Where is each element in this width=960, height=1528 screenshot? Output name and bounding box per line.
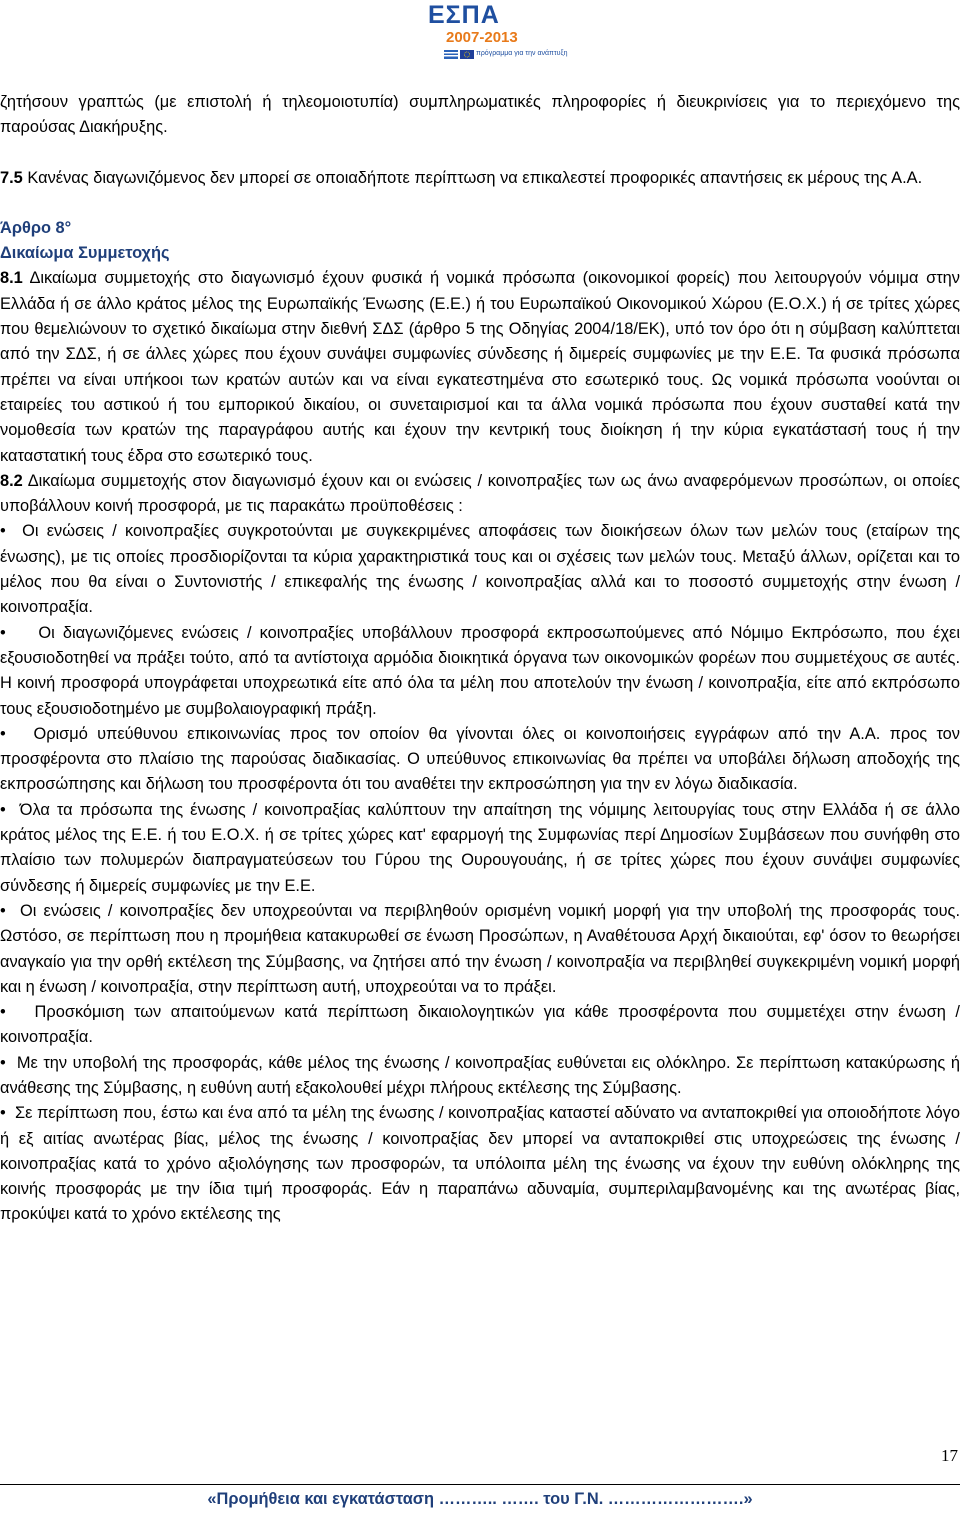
document-body [0,90,960,1228]
bullet-text: Οι διαγωνιζόμενες ενώσεις / κοινοπραξίες υποβάλλουν προσφορά εκπροσωπούμενες από Νόμιμο Εκπρόσωπο, που έχει εξουσιοδοτηθεί να πράξει τούτο, από τα αντίστοιχα αρμόδια διοικητικά όργανα των οικονομικών φορέων που συμμετέχους σε αυτές. Η κοινή προσφορά υπογράφεται υποχρεωτικά είτε από όλα τα μέλη που αποτελούν την ένωση / κοινοπραξία, είτε από εκπρόσωπο τους εξουσιοδοτημένο με συμβολαιογραφική πράξη. [0,623,960,718]
bullet-text: Ορισμό υπεύθυνου επικοινωνίας προς τον οποίον θα γίνονται όλες οι κοινοποιήσεις εγγράφων από την Α.Α. προς τον προσφέροντα στο πλαίσιο της παρούσας διαδικασίας. Ο υπεύθυνος επικοινωνίας θα πρέπει να υποβάλει δήλωση αποδοχής της εκπροσώπησης και δήλωση του προσφέροντα ότι του αναθέτει την εκπροσώπηση για την εν λόγω διαδικασία. [0,724,960,794]
bullet-item: • Με την υποβολή της προσφοράς, κάθε μέλος της ένωσης / κοινοπραξίας ευθύνεται εις ολόκληρο. Σε περίπτωση κατακύρωσης ή ανάθεσης της Σύμβασης, η ευθύνη αυτή εξακολουθεί μέχρι πλήρους εκτέλεσης της Σύμβασης. [0,1053,960,1097]
article-subheading: Δικαίωμα Συμμετοχής [0,244,170,263]
paragraph-8-1 [0,266,960,468]
bullet-text: Με την υποβολή της προσφοράς, κάθε μέλος της ένωσης / κοινοπραξίας ευθύνεται εις ολόκληρο. Σε περίπτωση κατακύρωσης ή ανάθεσης της Σύμβασης, η ευθύνη αυτή εξακολουθεί μέχρι πλήρους εκτέλεσης της Σύμβασης. [0,1053,960,1097]
paragraph-number: 8.2 [0,471,23,490]
bullet-text: Σε περίπτωση που, έστω και ένα από τα μέλη της ένωσης / κοινοπραξίας καταστεί αδύνατο να ανταποκριθεί για οποιοδήποτε λόγο ή εξ αιτίας ανωτέρας βίας, μέλος της ένωσης / κοινοπραξίας δεν μπορεί να ανταποκριθεί στις υποχρεώσεις της ένωσης / κοινοπραξίας κατά το χρόνο αξιολόγησης των προσφορών, τα υπόλοιπα μέλη της ένωσης να έχουν την ευθύνη ολόκληρης της κοινής προσφοράς με την ίδια τιμή προσφοράς. Εάν η παραπάνω αδυναμία, συμπεριλαμβανομένης και της ανωτέρας βίας, προκύψει κατά το χρόνο εκτέλεσης της [0,1104,960,1224]
logo-title: ΕΣΠΑ [428,1,500,29]
paragraph-text: Κανένας διαγωνιζόμενος δεν μπορεί σε οποιαδήποτε περίπτωση να επικαλεστεί προφορικές απαντήσεις εκ μέρους της Α.Α. [27,168,923,187]
paragraph-number: 7.5 [0,168,23,187]
flags-icon [444,50,474,59]
bullet-item: • Όλα τα πρόσωπα της ένωσης / κοινοπραξίας καλύπτουν την απαίτηση της νόμιμης λειτουργίας τους στην Ελλάδα ή σε άλλο κράτος μέλος της Ε.Ε. ή του Ε.Ο.Χ. ή σε τρίτες χώρες κατ' εφαρμογή της Συμφωνίας περί Δημοσίων Συμβάσεων που συνήφθη στο πλαίσιο των πολυμερών διαπραγματεύσεων του Γύρου της Ουρουγουάης, ή σε τρίτες χώρες που έχουν συνάψει συμφωνίες σύνδεσης ή διμερείς συμφωνίες με την Ε.Ε. [0,800,960,895]
espa-logo [410,0,568,64]
bullet-text: Οι ενώσεις / κοινοπραξίες συγκροτούνται με συγκεκριμένες αποφάσεις των διοικήσεων όλων των μελών τους (εταίρων της ένωσης), με τις οποίες προσδιορίζονται τα κύρια χαρακτηριστικά τους και οι σχέσεις των μελών τους. Μεταξύ άλλων, ορίζεται και το μέλος που θα είναι ο Συντονιστής / επικεφαλής της ένωσης / κοινοπραξίας αλλά και το ποσοστό συμμετοχής στην ένωση /κοινοπραξία. [0,522,960,617]
paragraph: ζητήσουν γραπτώς (με επιστολή ή τηλεομοιοτυπία) συμπληρωματικές πληροφορίες ή διευκρινίσεις για το περιεχόμενο της παρούσας Διακήρυξης. [0,93,960,137]
bullet-item: • Οι ενώσεις / κοινοπραξίες συγκροτούνται με συγκεκριμένες αποφάσεις των διοικήσεων όλων των μελών τους (εταίρων της ένωσης), με τις οποίες προσδιορίζονται τα κύρια χαρακτηριστικά τους και οι σχέσεις των μελών τους. Μεταξύ άλλων, ορίζεται και το μέλος που θα είναι ο Συντονιστής / επικεφαλής της ένωσης / κοινοπραξίας αλλά και το ποσοστό συμμετοχής στην ένωση /κοινοπραξία. [0,522,960,617]
paragraph-text: Δικαίωμα συμμετοχής στον διαγωνισμό έχουν και οι ενώσεις / κοινοπραξίες των ως άνω αναφερόμενων προσώπων, οι οποίες υποβάλλουν κοινή προσφορά, με τις παρακάτω προϋποθέσεις : [0,471,960,516]
paragraph-8-2 [0,469,960,520]
paragraph-text: Δικαίωμα συμμετοχής στο διαγωνισμό έχουν φυσικά ή νομικά πρόσωπα (οικονομικοί φορείς) που λειτουργούν νόμιμα στην Ελλάδα ή σε άλλο κράτος μέλος της Ευρωπαϊκής Ένωσης (Ε.Ε.) ή του Ευρωπαϊκού Οικονομικού Χώρου (Ε.Ο.Χ.) ή σε τρίτες χώρες που θεμελιώνουν το σχετικό δικαίωμα στην διεθνή ΣΔΣ (άρθρο 5 της Οδηγίας 2004/18/ΕΚ), υπό τον όρο ότι η σύμβαση καλύπτεται από την ΣΔΣ, ή σε άλλες χώρες που έχουν συνάψει συμφωνίες σύνδεσης ή διμερείς συμφωνίες με την Ε.Ε. Τα φυσικά πρόσωπα πρέπει να είναι υπήκοοι των κρατών αυτών και να είναι εγκατεστημένα στο εσωτερικό τους. Ως νομικά πρόσωπα νοούνται οι εταιρείες του αστικού ή του εμπορικού δικαίου, οι συνεταιρισμοί και τα άλλα νομικά πρόσωπα που έχουν συσταθεί κατά την νομοθεσία των κρατών της παραγράφου αυτής και έχουν την κεντρική τους διοίκηση ή την κύρια εγκατάστασή τους ή την καταστατική τους έδρα στο εσωτερικό τους. [0,269,960,465]
paragraph-number: 8.1 [0,269,23,288]
logo-motto: πρόγραμμα για την ανάπτυξη [476,50,568,57]
bullet-item: • Προσκόμιση των απαιτούμενων κατά περίπτωση δικαιολογητικών για κάθε προσφέροντα που συμμετέχει στην ένωση / κοινοπραξία. [0,1003,960,1047]
page-number: 17 [941,1446,958,1465]
logo-years: 2007-2013 [446,29,518,46]
bullet-text: Οι ενώσεις / κοινοπραξίες δεν υποχρεούνται να περιβληθούν ορισμένη νομική μορφή για την υποβολή της προσφοράς τους. Ωστόσο, σε περίπτωση που η προμήθεια κατακυρωθεί σε ένωση Προσώπων, η Αναθέτουσα Αρχή δικαιούται, εφ' όσον το θεωρήσει αναγκαίο για την ορθή εκτέλεση της Σύμβασης, να ζητήσει από την ένωση / κοινοπραξία να περιβληθεί συγκεκριμένη νομική μορφή και η ένωση / κοινοπραξία, στην περίπτωση αυτή, υποχρεούται να το πράξει. [0,901,960,996]
footer-divider [0,1484,960,1485]
paragraph-7-5 [0,166,960,191]
bullet-item: • Ορισμό υπεύθυνου επικοινωνίας προς τον οποίον θα γίνονται όλες οι κοινοποιήσεις εγγράφων από την Α.Α. προς τον προσφέροντα στο πλαίσιο της παρούσας διαδικασίας. Ο υπεύθυνος επικοινωνίας θα πρέπει να υποβάλει δήλωση αποδοχής της εκπροσώπησης και δήλωση του προσφέροντα ότι του αναθέτει την εκπροσώπηση για την εν λόγω διαδικασία. [0,724,960,794]
bullet-text: Προσκόμιση των απαιτούμενων κατά περίπτωση δικαιολογητικών για κάθε προσφέροντα που συμμετέχει στην ένωση / κοινοπραξία. [0,1003,960,1047]
bullet-text: Όλα τα πρόσωπα της ένωσης / κοινοπραξίας καλύπτουν την απαίτηση της νόμιμης λειτουργίας τους στην Ελλάδα ή σε άλλο κράτος μέλος της Ε.Ε. ή του Ε.Ο.Χ. ή σε τρίτες χώρες κατ' εφαρμογή της Συμφωνίας περί Δημοσίων Συμβάσεων που συνήφθη στο πλαίσιο των πολυμερών διαπραγματεύσεων του Γύρου της Ουρουγουάης, ή σε τρίτες χώρες που έχουν συνάψει συμφωνίες σύνδεσης ή διμερείς συμφωνίες με την Ε.Ε. [0,800,960,895]
bullet-item: • Οι ενώσεις / κοινοπραξίες δεν υποχρεούνται να περιβληθούν ορισμένη νομική μορφή για την υποβολή της προσφοράς τους. Ωστόσο, σε περίπτωση που η προμήθεια κατακυρωθεί σε ένωση Προσώπων, η Αναθέτουσα Αρχή δικαιούται, εφ' όσον το θεωρήσει αναγκαίο για την ορθή εκτέλεση της Σύμβασης, να ζητήσει από την ένωση / κοινοπραξία να περιβληθεί συγκεκριμένη νομική μορφή και η ένωση / κοινοπραξία, στην περίπτωση αυτή, υποχρεούται να το πράξει. [0,901,960,996]
bullet-item: • Οι διαγωνιζόμενες ενώσεις / κοινοπραξίες υποβάλλουν προσφορά εκπροσωπούμενες από Νόμιμο Εκπρόσωπο, που έχει εξουσιοδοτηθεί να πράξει τούτο, από τα αντίστοιχα αρμόδια διοικητικά όργανα των οικονομικών φορέων που συμμετέχους σε αυτές. Η κοινή προσφορά υπογράφεται υποχρεωτικά είτε από όλα τα μέλη που αποτελούν την ένωση / κοινοπραξία, είτε από εκπρόσωπο τους εξουσιοδοτημένο με συμβολαιογραφική πράξη. [0,623,960,718]
footer-text: «Προμήθεια και εγκατάσταση ……….. ……. του Γ.Ν. …………………….» [207,1490,753,1508]
bullet-item: • Σε περίπτωση που, έστω και ένα από τα μέλη της ένωσης / κοινοπραξίας καταστεί αδύνατο να ανταποκριθεί για οποιοδήποτε λόγο ή εξ αιτίας ανωτέρας βίας, μέλος της ένωσης / κοινοπραξίας δεν μπορεί να ανταποκριθεί στις υποχρεώσεις της ένωσης / κοινοπραξίας κατά το χρόνο αξιολόγησης των προσφορών, τα υπόλοιπα μέλη της ένωσης να έχουν την ευθύνη ολόκληρης της κοινής προσφοράς με την ίδια τιμή προσφοράς. Εάν η παραπάνω αδυναμία, συμπεριλαμβανομένης και της ανωτέρας βίας, προκύψει κατά το χρόνο εκτέλεσης της [0,1104,960,1224]
article-heading: Άρθρο 8° [0,218,72,237]
